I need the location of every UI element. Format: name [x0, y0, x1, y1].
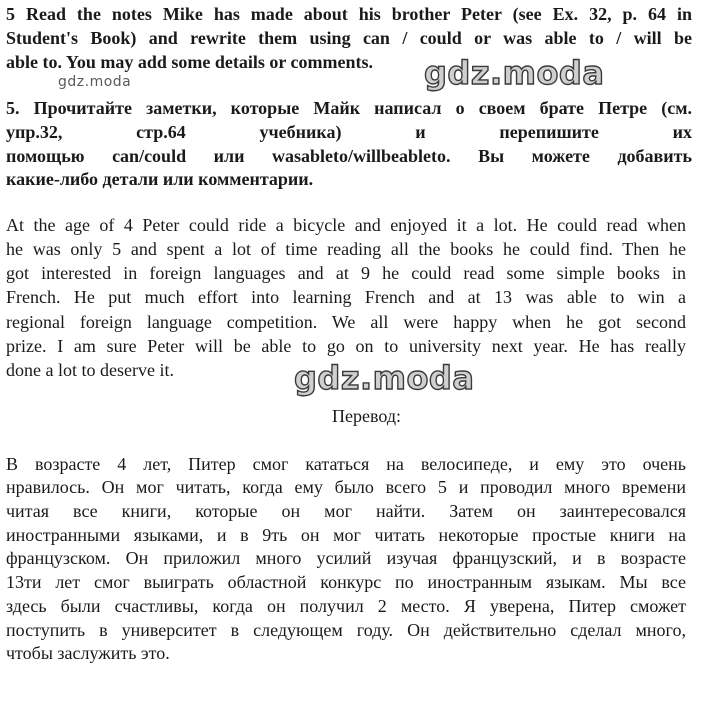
- watermark-logo-middle: gdz.moda: [294, 359, 475, 397]
- answer-en-line-1: At the age of 4 Peter could ride a bicycle and enjoyed it a lot. He could read when: [6, 215, 686, 235]
- answer-en-line-5: regional foreign language competition. We all were happy when he got second: [6, 312, 686, 332]
- translation-line-1: В возрасте 4 лет, Питер смог кататься на велосипеде, и ему это очень: [6, 454, 686, 474]
- translation-line-4: иностранными языками, и в 9ть он мог читать некоторые простые книги на: [6, 525, 686, 545]
- task-instruction-en-line-1: 5 Read the notes Mike has made about his brother Peter (see Ex. 32, p. 64 in: [6, 4, 692, 24]
- task-instruction-ru-line-4: какие-либо детали или комментарии.: [6, 169, 314, 189]
- answer-en-line-3: got interested in foreign languages and at 9 he could read some simple books in: [6, 263, 686, 283]
- translation-line-6: 13ти лет смог выиграть областной конкурс по иностранным языкам. Мы все: [6, 572, 686, 592]
- task-instruction-ru-line-2: упр.32, стр.64 учебника) и перепишите их: [6, 122, 692, 142]
- translation-line-9: чтобы заслужить это.: [6, 643, 170, 663]
- answer-en-line-2: he was only 5 and spent a lot of time reading all the books he could find. Then he: [6, 239, 686, 259]
- translation-line-2: нравилось. Он мог читать, когда ему было всего 5 и проводил много времени: [6, 477, 686, 497]
- task-instruction-en-line-3: able to. You may add some details or comments.: [6, 52, 373, 72]
- answer-en-line-6: prize. I am sure Peter will be able to go on to university next year. He has really: [6, 336, 686, 356]
- translation-line-8: поступить в университет в следующем году. Он действительно сделал много,: [6, 620, 686, 640]
- task-instruction-ru-line-1: 5. Прочитайте заметки, которые Майк написал о своем брате Петре (см.: [6, 98, 692, 118]
- watermark-small: gdz.moda: [58, 74, 132, 90]
- watermark-logo-top: gdz.moda: [424, 54, 605, 92]
- task-instruction-ru-line-3: помощью can/could или wasableto/willbeableto. Вы можете добавить: [6, 146, 692, 166]
- translation-line-3: читая все книги, которые он мог найти. Затем он заинтересовался: [6, 501, 686, 521]
- answer-en-line-7: done a lot to deserve it.: [6, 360, 174, 380]
- translation-heading: Перевод:: [332, 406, 401, 426]
- answer-en-line-4: French. He put much effort into learning French and at 13 was able to win a: [6, 287, 686, 307]
- task-instruction-en-line-2: Student's Book) and rewrite them using can / could or was able to / will be: [6, 28, 692, 48]
- translation-line-7: здесь были счастливы, когда он получил 2 место. Я уверена, Питер сможет: [6, 596, 686, 616]
- translation-line-5: французском. Он приложил много усилий изучая французский, и в возрасте: [6, 548, 686, 568]
